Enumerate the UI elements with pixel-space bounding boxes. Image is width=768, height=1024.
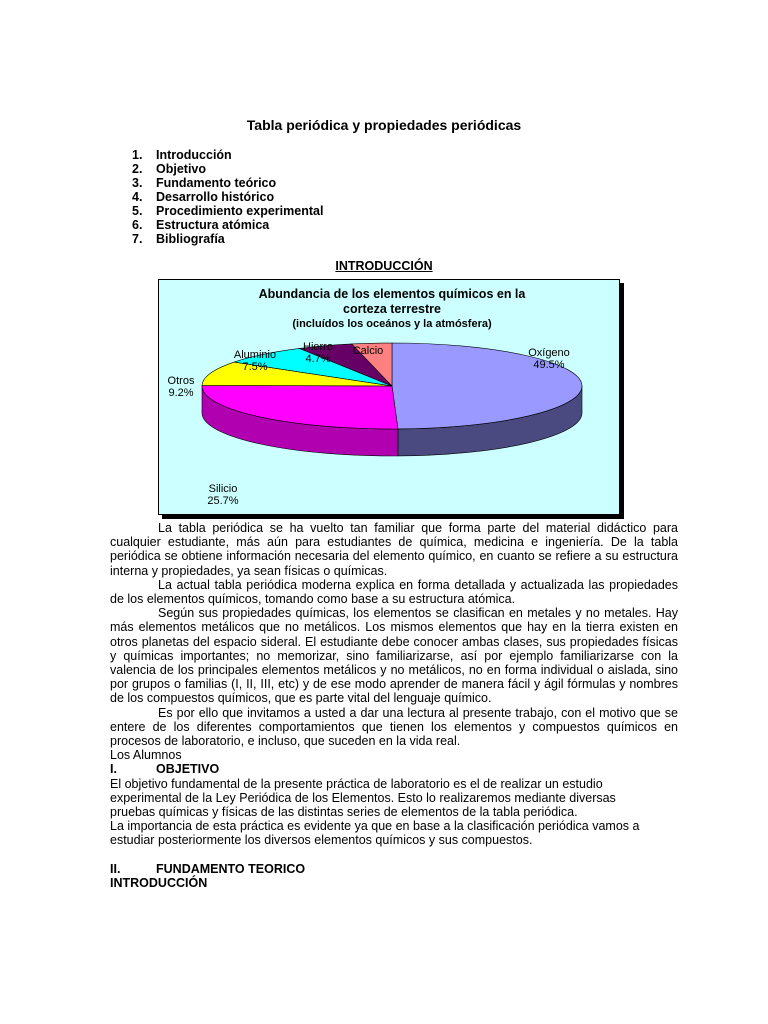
slice-label: Oxígeno	[528, 347, 570, 359]
paragraph: Es por ello que invitamos a usted a dar una lectura al presente trabajo, con el motivo que se entere de los diferentes comportamientos que tienen los elementos y compuestos químicos en procesos de laboratorio, e incluso, que suceden en la vida real.	[110, 705, 678, 749]
toc-number: 4.	[132, 190, 143, 204]
pie-chart	[159, 280, 619, 514]
slice-value-label: 7.5%	[242, 361, 268, 373]
section-title: OBJETIVO	[156, 762, 220, 777]
objetivo-line: pruebas químicas y físicas de las distintas series de elementos de la tabla periódica.	[110, 805, 578, 820]
slice-label: Calcio	[352, 345, 384, 357]
paragraph: La actual tabla periódica moderna explica en forma detallada y actualizada las propiedades de los elementos químicos, tomando como base a su estructura atómica.	[110, 577, 678, 607]
toc-number: 6.	[132, 218, 143, 232]
toc-label: Introducción	[156, 148, 232, 162]
toc-label: Bibliografía	[156, 232, 225, 246]
toc-item	[132, 218, 323, 232]
body-text	[110, 521, 678, 890]
toc-label: Objetivo	[156, 162, 207, 176]
toc-label: Procedimiento experimental	[156, 204, 324, 218]
slice-value-label: 4.7%	[305, 353, 331, 365]
fundamento-subheading: INTRODUCCIÓN	[110, 875, 208, 890]
toc-item	[132, 190, 323, 204]
section-number: I.	[110, 762, 117, 777]
slice-label: Aluminio	[233, 349, 277, 361]
toc-item	[132, 176, 323, 190]
intro-heading: INTRODUCCIÓN	[335, 259, 433, 273]
objetivo-line: La importancia de esta práctica es evidente ya que en base a la clasificación periódica vamos a	[110, 819, 640, 834]
toc-number: 7.	[132, 232, 143, 246]
slice-value-label: 9.2%	[168, 387, 194, 399]
toc-item	[132, 148, 323, 162]
toc-item	[132, 204, 323, 218]
objetivo-heading	[110, 762, 678, 776]
toc-label: Fundamento teórico	[156, 176, 277, 190]
slice-value-label: 49.5%	[533, 359, 565, 371]
toc-number: 2.	[132, 162, 143, 176]
section-title: FUNDAMENTO TEORICO	[156, 861, 306, 876]
chart-title-line-1: Abundancia de los elementos químicos en la	[258, 287, 526, 301]
pie-chart-box	[158, 279, 620, 515]
objetivo-line: experimental de la Ley Periódica de los Elementos. Esto lo realizaremos mediante diversas	[110, 790, 616, 805]
paragraph: La tabla periódica se ha vuelto tan familiar que forma parte del material didáctico para cualquier estudiante, más aún para estudiantes de química, medicina e ingeniería. De la tabla periódica se obtiene información necesaria del elemento químico, en cuanto se refiere a su estructura interna y propiedades, ya sean físicas o químicas.	[110, 521, 678, 578]
objetivo-line: El objetivo fundamental de la presente práctica de laboratorio es el de realizar un estudio	[110, 776, 603, 791]
slice-value-label: 25.7%	[207, 495, 239, 507]
chart-title-line-2: corteza terrestre	[343, 302, 441, 316]
paragraph: Según sus propiedades químicas, los elementos se clasifican en metales y no metales. Hay más elementos metálicos que no metálicos. Los mismos elementos que hay en la tierra existen en otros planetas del espacio sideral. El estudiante debe conocer ambas clases, sus propiedades físicas y químicas importantes; no memorizar, sino familiarizarse, así por ejemplo familiarizarse con la valencia de los principales elementos metálicos y no metálicos, no en forma individual o aislada, sino por grupos o familias (I, II, III, etc) y de ese modo aprender de manera fácil y ágil fórmulas y nombres de los compuestos químicos, que es parte vital del lenguaje químico.	[110, 606, 678, 706]
toc-number: 5.	[132, 204, 143, 218]
objetivo-line: estudiar posteriormente los diversos elementos químicos y sus compuestos.	[110, 833, 533, 848]
toc-label: Desarrollo histórico	[156, 190, 275, 204]
table-of-contents	[132, 148, 323, 246]
slice-label: Hierro	[303, 341, 333, 353]
slice-label: Otros	[167, 375, 195, 387]
signature: Los Alumnos	[110, 748, 182, 763]
toc-item	[132, 232, 323, 246]
fundamento-heading	[110, 862, 678, 876]
slice-label: Silicio	[208, 483, 238, 495]
section-number: II.	[110, 861, 121, 876]
toc-item	[132, 162, 323, 176]
toc-number: 1.	[132, 148, 143, 162]
toc-label: Estructura atómica	[156, 218, 270, 232]
document-title: Tabla periódica y propiedades periódicas	[246, 117, 522, 133]
toc-number: 3.	[132, 176, 143, 190]
chart-subtitle: (incluídos los oceános y la atmósfera)	[292, 318, 492, 330]
